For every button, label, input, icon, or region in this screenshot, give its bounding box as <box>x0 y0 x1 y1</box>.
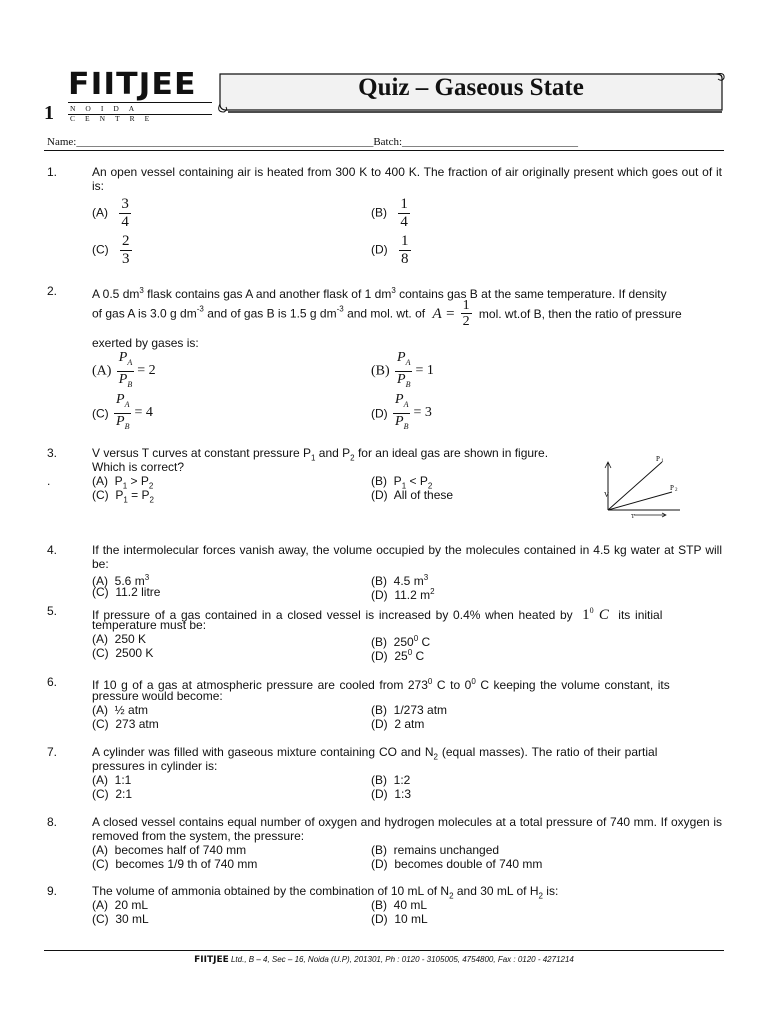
option-a: (A) $P_1 > P_2$ <box>92 474 154 491</box>
option-b: (B) remains unchanged <box>371 843 500 857</box>
question-text: A closed vessel contains equal number of oxygen and hydrogen molecules at a total pressure of 740 mm. If oxygen is removed from the system, the pressure: <box>92 815 722 843</box>
footer-divider <box>44 950 724 951</box>
option-d: (D) All of these <box>371 488 454 502</box>
option-a: (A) becomes half of 740 mm <box>92 843 247 857</box>
option-a: (A) 250 K <box>92 632 147 646</box>
option-label: (C) <box>92 242 109 257</box>
question-number: 9. <box>47 884 58 898</box>
fraction <box>398 196 410 231</box>
option-b: (B) $250^0$ C <box>371 634 431 649</box>
fraction <box>120 233 132 268</box>
option-b: (B) 40 mL <box>371 898 428 912</box>
page-number: 1 <box>44 102 54 124</box>
numerator: 1 <box>401 233 409 249</box>
footer-brand: FIITJEE <box>194 955 229 965</box>
option-d: (D) $\frac{P_A}{P_B}$ = 3 <box>371 392 432 435</box>
option-b: (B) $P_1 < P_2$ <box>371 474 433 491</box>
option-d: (D) $25^0$ C <box>371 648 425 663</box>
option-a <box>92 196 131 231</box>
fraction: $\frac{1}{2}$ <box>462 298 470 329</box>
question-text: If pressure of a gas contained in a closed vessel is increased by 0.4% when heated by $1^0$ C its initial <box>92 606 663 623</box>
option-a: (A) 1:1 <box>92 773 132 787</box>
question-text-line3: exerted by gases is: <box>92 336 199 350</box>
page-title: Quiz – Gaseous State <box>358 74 584 101</box>
option-b <box>371 196 410 231</box>
svg-text:2: 2 <box>675 488 678 493</box>
question-number: 7. <box>47 745 58 759</box>
pressure-ratio: $\frac{P_A}{P_B}$ = 3 <box>395 392 432 431</box>
option-a: (A) ½ atm <box>92 703 149 717</box>
option-b: (B) $\frac{P_A}{P_B}$ = 1 <box>371 350 434 393</box>
option-c: (C) 11.2 litre <box>92 585 161 599</box>
question-text: If the intermolecular forces vanish away, the volume occupied by the molecules contained in 4.5 kg water at STP will be: <box>92 543 722 571</box>
denominator: 4 <box>121 214 129 230</box>
footer-text: Ltd., B – 4, Sec – 16, Noida (U.P), 201301, Ph : 0120 - 3105005, 4754800, Fax : 0120 - 4271214 <box>228 955 574 964</box>
question-text-line2: pressures in cylinder is: <box>92 759 218 773</box>
option-d: (D) becomes double of 740 mm <box>371 857 543 871</box>
fraction <box>119 196 131 231</box>
v-label: V <box>604 491 610 499</box>
question-number: 1. <box>47 165 58 179</box>
question-text: An open vessel containing air is heated from 300 K to 400 K. The fraction of air originally present which goes out of it is: <box>92 165 722 193</box>
question-number: 6. <box>47 675 58 689</box>
denominator: 4 <box>400 214 408 230</box>
numerator: 2 <box>122 233 130 249</box>
question-text: The volume of ammonia obtained by the combination of 10 mL of $N_2$ and 30 mL of $H_2$ is: <box>92 884 559 901</box>
question-number: 2. <box>47 284 58 298</box>
footer-address <box>0 955 768 965</box>
t-label: T <box>631 514 635 520</box>
option-a: (A) $\frac{P_A}{P_B}$ = 2 <box>92 350 156 393</box>
question-number: 8. <box>47 815 58 829</box>
option-b: (B) 1:2 <box>371 773 411 787</box>
question-text: A cylinder was filled with gaseous mixture containing CO and $N_2$ (equal masses). The ratio of their partial <box>92 745 658 762</box>
fiitjee-logo <box>68 67 212 123</box>
option-d: (D) 1:3 <box>371 787 412 801</box>
option-c: (C) 30 mL <box>92 912 149 926</box>
option-label: (B) <box>371 205 387 220</box>
option-b: (B) 4.5 $m^3$ <box>371 573 429 588</box>
option-c <box>92 233 132 268</box>
question-text-line2: of gas A is 3.0 g $dm^{-3}$ and of gas B is 1.5 g $dm^{-3}$ and mol. wt. of A = $\frac{1}{2}$ mol. wt.of B, then the ratio of pressure <box>92 298 682 329</box>
pressure-ratio: $\frac{P_A}{P_B}$ = 2 <box>118 350 156 389</box>
question-text-line2: pressure would become: <box>92 689 223 703</box>
logo-subtitle: NOIDA CENTRE <box>68 102 212 115</box>
denominator: 3 <box>122 251 130 267</box>
option-a: (A) 5.6 $m^3$ <box>92 573 150 588</box>
option-c: (C) 2:1 <box>92 787 133 801</box>
denominator: 8 <box>401 251 409 267</box>
option-a: (A) 20 mL <box>92 898 149 912</box>
numerator: 3 <box>121 196 129 212</box>
option-d: (D) 2 atm <box>371 717 425 731</box>
option-c: (C) $P_1 = P_2$ <box>92 488 154 505</box>
option-label: (D) <box>371 242 388 257</box>
question-text-line2: Which is correct? <box>92 460 185 474</box>
name-batch-line: Name:______________________________________________________Batch:________________________________ <box>47 136 579 148</box>
option-c: (C) $\frac{P_A}{P_B}$ = 4 <box>92 392 153 435</box>
option-d: (D) 10 mL <box>371 912 428 926</box>
option-c: (C) 273 atm <box>92 717 159 731</box>
question-number: 4. <box>47 543 58 557</box>
pressure-ratio: $\frac{P_A}{P_B}$ = 1 <box>397 350 434 389</box>
fraction <box>399 233 411 268</box>
p2-label: P <box>670 484 674 492</box>
question-text-line2: temperature must be: <box>92 618 207 632</box>
numerator: 1 <box>400 196 408 212</box>
question-text: A 0.5 $dm^3$ flask contains gas A and another flask of 1 $dm^3$ contains gas B at the same temperature. If density <box>92 286 667 301</box>
question-text: V versus T curves at constant pressure $P_1$ and $P_2$ for an ideal gas are shown in figure. <box>92 446 549 463</box>
stray-mark: . <box>47 474 51 488</box>
question-number: 3. <box>47 446 58 460</box>
p1-label: P <box>656 455 660 463</box>
header-divider <box>44 150 724 151</box>
question-number: 5. <box>47 604 58 618</box>
option-label: (A) <box>92 205 108 220</box>
option-c: (C) 2500 K <box>92 646 154 660</box>
logo-wordmark: FIITJEE <box>68 67 197 102</box>
vt-graph <box>596 448 692 522</box>
question-text: If 10 g of a gas at atmospheric pressure are cooled from $273^0$ C to $0^0$ C keeping the volume constant, its <box>92 677 670 692</box>
option-d: (D) 11.2 $m^2$ <box>371 587 435 602</box>
option-c: (C) becomes 1/9 th of 740 mm <box>92 857 258 871</box>
pressure-ratio: $\frac{P_A}{P_B}$ = 4 <box>116 392 153 431</box>
option-b: (B) 1/273 atm <box>371 703 448 717</box>
svg-text:1: 1 <box>661 459 664 464</box>
option-d <box>371 233 411 268</box>
